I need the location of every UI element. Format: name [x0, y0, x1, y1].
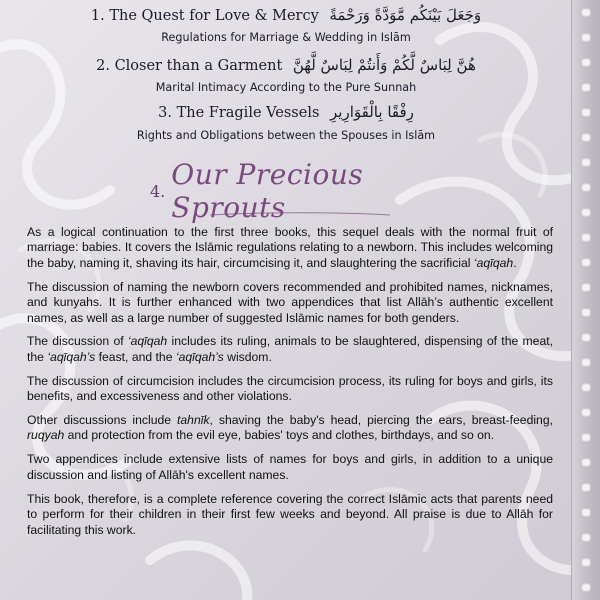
book-3-arabic: رِفْقًا بِالْقَوَارِيرِ [330, 103, 414, 121]
binding-hole [581, 8, 591, 17]
description-paragraph [27, 452, 553, 483]
italic-term: tahnīk [177, 413, 210, 428]
binding-hole [581, 58, 591, 67]
book-1-title: The Quest for Love & Mercy [109, 8, 319, 24]
binding-hole [581, 83, 591, 92]
book-1-arabic: وَجَعَلَ بَيْنَكُم مَّوَدَّةً وَرَحْمَةً [329, 6, 482, 24]
italic-term: ‘aqīqah [127, 334, 168, 349]
paragraph-text: Two appendices include extensive lists of names for boys and girls, in addition to a unique discussion and listing of Allāh's excellent names. [27, 452, 553, 482]
paragraph-text: This book, therefore, is a complete reference covering the correct Islāmic acts that parents need to perform for their children in their first few weeks and beyond. All praise is due to Allāh for facilitating this work. [27, 491, 553, 537]
binding-hole [581, 308, 591, 317]
paragraph-text: The discussion of circumcision includes the circumcision process, its ruling for boys and girls, its benefits, and excessiveness and other violations. [27, 373, 553, 404]
binding-hole [581, 558, 591, 567]
description-paragraph [27, 225, 553, 271]
paragraph-text: and protection from the evil eye, babies' toys and clothes, birthdays, and so on. [64, 428, 495, 443]
description-paragraph [27, 280, 553, 326]
paragraph-text: includes its ruling, animals to be slaughtered, dispensing of the meat, the [27, 334, 554, 364]
description-paragraph [27, 492, 553, 538]
book-3-title-line [0, 103, 572, 121]
description-paragraph [27, 413, 553, 444]
book-1-number: 1. [90, 8, 105, 24]
binding-hole [581, 433, 591, 442]
binding-hole [581, 333, 591, 342]
paragraph-text: The discussion of [27, 334, 128, 349]
binding-hole [581, 158, 591, 167]
binding-hole [581, 283, 591, 292]
binding-hole [581, 108, 591, 117]
current-book-title: Our Precious Sprouts [171, 158, 364, 224]
binding-hole [581, 483, 591, 492]
paragraph-text: , shaving the baby's head, piercing the ears, breast-feeding, [209, 413, 553, 428]
book-1-title-line [0, 6, 572, 24]
italic-term: ‘aqīqah’s [175, 349, 224, 364]
italic-term: ‘aqīqah [473, 255, 514, 270]
description-paragraph [27, 334, 553, 365]
book-description [27, 225, 553, 546]
book-3-subtitle: Rights and Obligations between the Spouses in Islām [136, 129, 436, 142]
binding-hole [581, 408, 591, 417]
description-paragraph [27, 374, 553, 405]
binding-hole [581, 533, 591, 542]
binding-hole [581, 183, 591, 192]
book-3-title: The Fragile Vessels [176, 105, 320, 121]
current-book-number: 4. [150, 181, 166, 201]
paragraph-text: The discussion of naming the newborn covers recommended and prohibited names, nicknames, and kunyahs. It is further enhanced with two appendices that list Allāh’s authentic excellent names, as well as a large number of suggested Islāmic names for both genders. [27, 279, 553, 325]
binding-hole [581, 458, 591, 467]
book-2-number: 2. [96, 58, 110, 74]
italic-term: ‘aqīqah’s [47, 349, 96, 364]
paragraph-text: feast, and the [95, 349, 176, 364]
current-book-heading [150, 158, 450, 224]
binding-hole [581, 33, 591, 42]
paragraph-text: wisdom. [223, 349, 272, 364]
binding-hole [581, 383, 591, 392]
book-2-subtitle: Marital Intimacy According to the Pure Sunnah [155, 81, 417, 94]
binding-hole [581, 358, 591, 367]
binding-hole [581, 133, 591, 142]
book-2-title: Closer than a Garment [114, 58, 283, 74]
paragraph-text: As a logical continuation to the first three books, this sequel deals with the normal fruit of marriage: babies. It covers the Islāmic regulations relating to a newborn. This includes welcoming the baby, naming it, shaving its hair, circumcising it, and slaughtering the sacrificial [27, 225, 553, 270]
binding-hole [581, 508, 591, 517]
book-2-arabic: هُنَّ لِبَاسٌ لَّكُمْ وَأَنتُمْ لِبَاسٌ لَّهُنَّ [292, 56, 476, 74]
heading-flourish [200, 211, 400, 217]
book-1-subtitle: Regulations for Marriage & Wedding in Islām [161, 31, 411, 44]
binding-hole [581, 233, 591, 242]
binding-edge [571, 0, 600, 600]
binding-hole [581, 583, 591, 592]
paragraph-text: Other discussions include [27, 413, 178, 428]
book-3-number: 3. [158, 105, 172, 121]
binding-hole [581, 208, 591, 217]
paragraph-text: . [513, 255, 517, 270]
book-2-title-line [0, 56, 572, 74]
binding-hole [581, 258, 591, 267]
italic-term: ruqyah [27, 428, 65, 443]
